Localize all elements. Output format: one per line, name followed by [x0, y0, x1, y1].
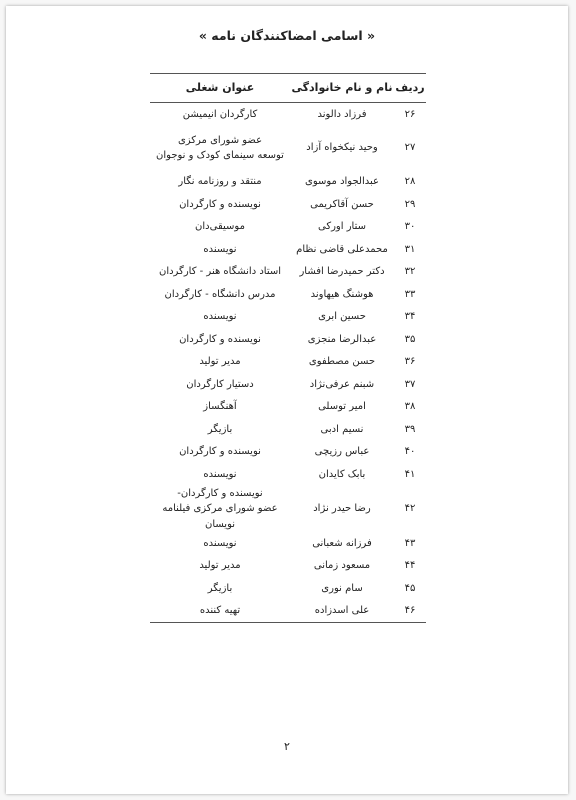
row-number: ۳۷	[404, 378, 416, 390]
row-job-line: موسیقی‌دان	[195, 221, 245, 232]
row-job	[150, 396, 290, 419]
row-job	[150, 463, 290, 486]
row-job	[150, 306, 290, 329]
table-row	[150, 441, 426, 464]
row-name: فرزانه شعبانی	[312, 537, 372, 549]
table-row	[150, 555, 426, 578]
row-job-line: بازیگر	[207, 423, 233, 435]
row-job	[150, 283, 290, 306]
table-row	[150, 532, 426, 555]
table-row	[150, 126, 426, 171]
row-name: عبدالجواد موسوی	[305, 176, 379, 187]
table-row	[150, 193, 426, 216]
row-job	[150, 216, 290, 239]
row-number: ۳۴	[404, 311, 416, 322]
row-name: حسین ابری	[318, 311, 366, 322]
header-job: عنوان شغلی	[150, 74, 290, 103]
row-job-line: نویسنده	[203, 537, 237, 549]
row-job	[150, 261, 290, 284]
row-job-line: نویسنده	[203, 468, 237, 480]
page-title: « اسامی امضاکنندگان نامه »	[198, 28, 376, 43]
row-number: ۴۱	[404, 468, 416, 480]
table-row	[150, 171, 426, 194]
row-number: ۳۸	[404, 401, 416, 412]
table-row	[150, 396, 426, 419]
row-job-line: کارگردان انیمیشن	[182, 108, 258, 120]
row-job-line: عضو شورای مرکزی فیلنامه نویسان	[162, 503, 278, 530]
row-number: ۳۳	[404, 288, 416, 300]
row-job-line: مدرس دانشگاه - کارگردان	[164, 288, 276, 300]
row-number: ۳۵	[404, 333, 416, 345]
row-name: دکتر حمیدرضا افشار	[299, 266, 385, 277]
table-row	[150, 216, 426, 239]
document-page	[6, 6, 568, 794]
table-row	[150, 283, 426, 306]
row-job-line: نویسنده	[203, 243, 237, 255]
row-name: علی اسدزاده	[290, 600, 394, 623]
row-job	[150, 171, 290, 194]
table-row	[150, 600, 426, 623]
row-name: سام نوری	[321, 582, 363, 594]
row-job-line: توسعه سینمای کودک و نوجوان	[156, 150, 284, 161]
row-job	[150, 555, 290, 578]
table-row	[150, 373, 426, 396]
row-job	[150, 441, 290, 464]
row-job-line: عضو شورای مرکزی	[177, 134, 263, 146]
row-name: نسیم ادبی	[320, 423, 364, 435]
row-name: حسن آقاکریمی	[310, 198, 374, 210]
row-job-line: استاد دانشگاه هنر - کارگردان	[158, 266, 282, 277]
row-job-line: نویسنده	[203, 311, 237, 322]
table-body	[150, 103, 426, 623]
row-job	[150, 577, 290, 600]
row-name: عبدالرضا منجزی	[307, 333, 377, 345]
row-job-line: نویسنده و کارگردان	[179, 198, 261, 210]
row-job	[150, 600, 290, 623]
row-job	[150, 418, 290, 441]
row-job-line: نویسنده و کارگردان	[179, 333, 261, 345]
row-number: ۲۸	[404, 176, 416, 187]
row-job-line: نویسنده و کارگردان-	[177, 487, 263, 499]
table-row	[150, 328, 426, 351]
row-job-line: آهنگساز	[203, 401, 237, 412]
row-job	[150, 103, 290, 126]
row-name: بابک کایدان	[318, 468, 366, 480]
table-header-row	[150, 74, 426, 103]
row-job	[150, 238, 290, 261]
row-number: ۴۵	[404, 582, 416, 594]
header-name: نام و نام خانوادگی	[290, 74, 394, 103]
table-row	[150, 103, 426, 126]
table-row	[150, 238, 426, 261]
row-number: ۴۲	[404, 503, 416, 514]
row-job-line: دستیار کارگردان	[186, 378, 254, 390]
header-number: ردیف	[394, 74, 426, 103]
row-number: ۴۴	[404, 560, 416, 571]
row-number: ۳۱	[404, 243, 416, 255]
table-row	[150, 486, 426, 533]
row-number: ۴۰	[404, 446, 416, 457]
row-number: ۳۹	[404, 423, 416, 435]
row-number: ۴۳	[404, 537, 416, 549]
row-number: ۲۶	[404, 108, 416, 120]
row-number: ۳۰	[404, 221, 416, 232]
row-job	[150, 126, 290, 171]
row-number: ۳۶	[404, 356, 416, 367]
row-job-line: مدیر تولید	[199, 356, 241, 367]
row-number: ۳۲	[404, 266, 416, 277]
table-row	[150, 261, 426, 284]
row-name: عباس رزیچی	[314, 446, 370, 457]
page-number: ۲	[284, 740, 290, 753]
row-job	[150, 373, 290, 396]
row-name: شبنم عرفی‌نژاد	[309, 378, 375, 390]
row-name: رضا حیدر نژاد	[313, 503, 371, 514]
table-row	[150, 351, 426, 374]
row-name: هوشنگ هیهاوند	[310, 288, 374, 300]
row-job	[150, 193, 290, 216]
table-row	[150, 418, 426, 441]
row-number: ۲۷	[404, 142, 416, 154]
row-job	[150, 351, 290, 374]
row-job-line: تهیه کننده	[199, 605, 241, 616]
row-job	[150, 486, 290, 533]
table-row	[150, 463, 426, 486]
row-number: ۴۶	[394, 600, 426, 623]
row-job	[150, 328, 290, 351]
row-name: وحید نیکخواه آزاد	[306, 142, 378, 154]
row-job-line: منتقد و روزنامه نگار	[178, 176, 262, 187]
row-job-line: بازیگر	[207, 582, 233, 594]
table-row	[150, 577, 426, 600]
row-number: ۲۹	[404, 198, 416, 210]
table-row	[150, 306, 426, 329]
row-job	[150, 532, 290, 555]
row-name: ستار اورکی	[318, 221, 366, 232]
row-job-line: مدیر تولید	[199, 560, 241, 571]
row-name: محمدعلی قاضی نظام	[296, 243, 388, 255]
row-name: فرزاد دالوند	[317, 108, 367, 120]
row-name: مسعود زمانی	[313, 560, 371, 571]
signatories-table	[150, 73, 426, 623]
row-name: حسن مصطفوی	[308, 356, 376, 367]
row-job-line: نویسنده و کارگردان	[179, 446, 261, 457]
row-name: امیر توسلی	[318, 401, 366, 412]
